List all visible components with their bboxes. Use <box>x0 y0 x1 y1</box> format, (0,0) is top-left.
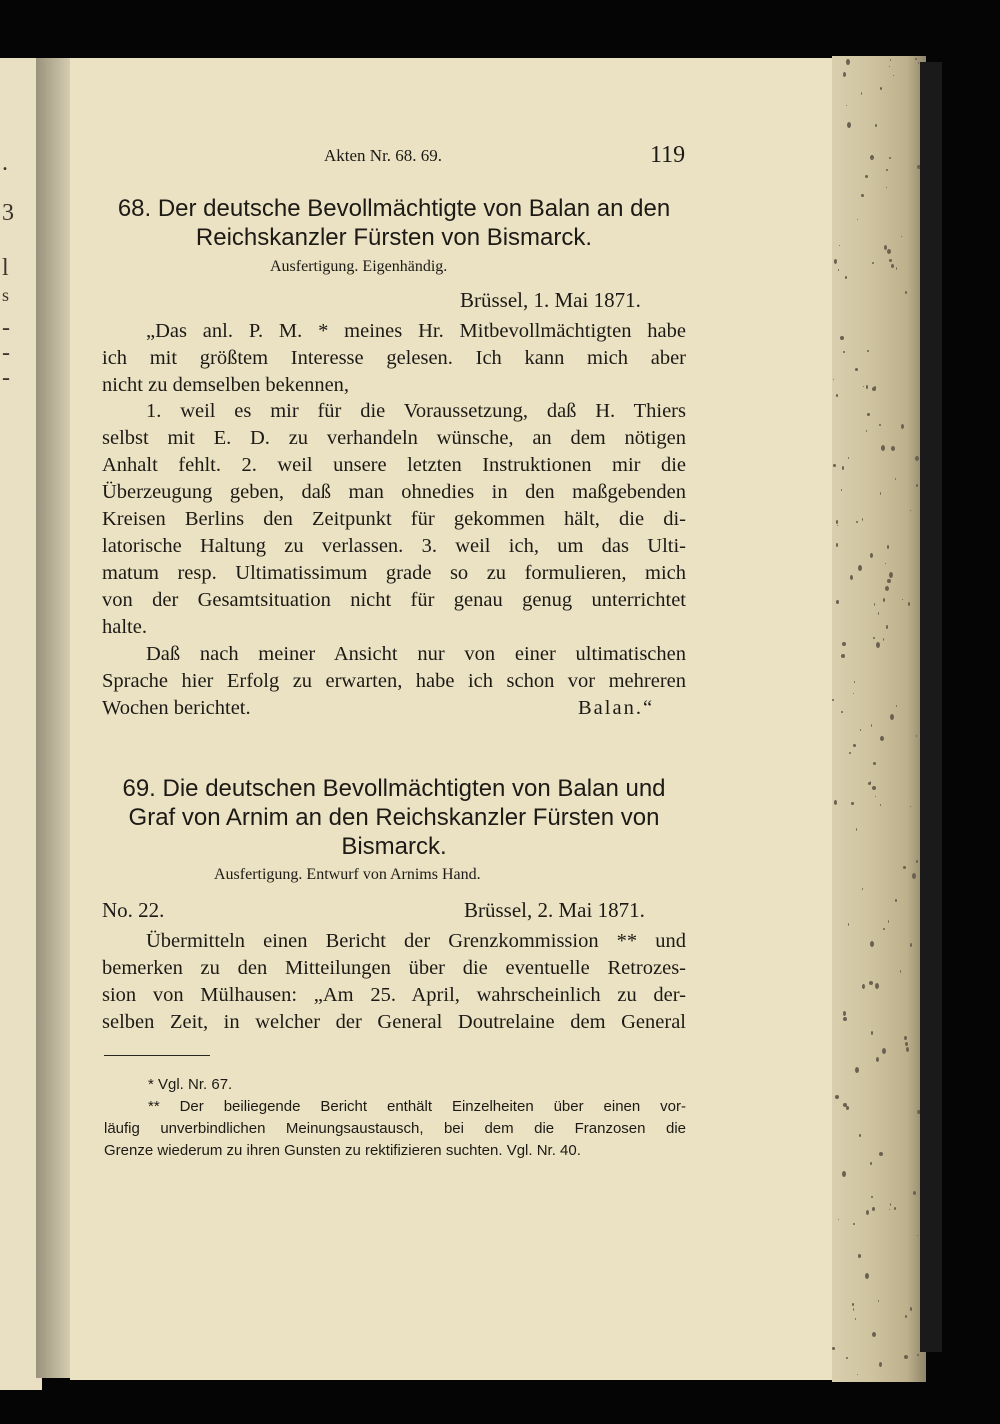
speckle <box>838 269 839 271</box>
speckle <box>880 492 881 495</box>
footnote-1: * Vgl. Nr. 67. <box>148 1076 233 1093</box>
speckle <box>838 1219 839 1220</box>
speckle <box>894 1207 896 1210</box>
speckle <box>915 456 919 461</box>
speckle <box>858 1254 861 1258</box>
speckle <box>916 735 917 737</box>
speckle <box>834 259 837 264</box>
doc68-paragraph-1 <box>102 318 686 399</box>
speckle <box>858 565 862 571</box>
speckle <box>889 66 890 67</box>
footnote-2 <box>104 1096 686 1162</box>
speckle <box>906 1047 909 1052</box>
speckle <box>862 888 863 890</box>
speckle <box>865 175 868 178</box>
speckle <box>865 1273 869 1279</box>
footnote-line: ** Der beiliegende Bericht enthält Einzelheiten über einen vor- <box>148 1098 686 1115</box>
speckle <box>917 1354 919 1356</box>
doc68-dateline: Brüssel, 1. Mai 1871. <box>460 288 641 312</box>
speckle <box>887 249 891 254</box>
speckle <box>903 866 906 869</box>
speckle <box>873 637 875 639</box>
speckle <box>883 598 885 602</box>
speckle <box>870 941 874 947</box>
margin-mark: - <box>2 315 10 341</box>
text-line: Überzeugung geben, daß man ohnedies in den maßgebenden <box>102 481 686 503</box>
speckle <box>889 572 893 578</box>
heading-line: Graf von Arnim an den Reichskanzler Fürsten von <box>128 804 660 831</box>
speckle <box>895 478 896 480</box>
speckle <box>882 1048 886 1054</box>
margin-mark: - <box>2 340 10 366</box>
speckle <box>918 62 919 64</box>
doc68-subheading: Ausfertigung. Eigenhändig. <box>270 258 448 275</box>
speckle <box>873 762 876 765</box>
text-line: nicht zu demselben bekennen, <box>102 374 350 396</box>
speckle <box>854 681 855 683</box>
speckle <box>891 446 895 451</box>
speckle <box>915 58 917 60</box>
speckle <box>872 1332 876 1337</box>
text-line: halte. <box>102 616 147 638</box>
speckle <box>843 1011 846 1016</box>
speckle <box>860 729 861 731</box>
text-line: ich mit größtem Interesse gelesen. Ich kann mich aber <box>102 347 686 369</box>
heading-line: 68. Der deutsche Bevollmächtigte von Balan an den <box>117 195 671 222</box>
speckle <box>888 920 889 923</box>
heading-line: Bismarck. <box>341 833 447 860</box>
text-line: matum resp. Ultimatissimum grade so zu formulieren, mich <box>102 562 686 584</box>
speckle <box>910 510 911 511</box>
speckle <box>889 1209 890 1210</box>
margin-mark: . <box>2 150 8 176</box>
speckle <box>879 1152 883 1156</box>
speckle <box>837 525 838 526</box>
speckle <box>853 693 854 694</box>
speckle <box>875 983 879 989</box>
speckle <box>870 155 874 160</box>
speckle <box>841 711 843 713</box>
speckle <box>836 394 838 397</box>
speckle <box>870 553 873 558</box>
text-line: Sprache hier Erfolg zu erwarten, habe ich schon vor mehreren <box>102 670 686 692</box>
speckle <box>912 873 916 879</box>
speckle <box>878 612 879 615</box>
speckle <box>866 385 868 389</box>
margin-mark: 3 <box>2 200 14 226</box>
speckle <box>901 236 902 237</box>
margin-mark: l <box>2 255 9 281</box>
speckle <box>886 625 888 629</box>
footnote-rule <box>104 1055 210 1056</box>
page-fore-edge <box>832 56 926 1382</box>
doc68-heading <box>102 194 686 252</box>
speckle <box>840 336 844 340</box>
speckle <box>905 1042 908 1046</box>
speckle <box>843 72 846 77</box>
doc69-subheading: Ausfertigung. Entwurf von Arnims Hand. <box>214 866 481 883</box>
speckle <box>836 543 838 547</box>
speckle <box>866 1210 869 1215</box>
speckle <box>851 802 854 805</box>
speckle <box>842 642 846 646</box>
text-line: latorische Haltung zu verlassen. 3. weil ich, um das Ulti- <box>102 535 686 557</box>
speckle <box>876 1057 879 1062</box>
speckle <box>890 1203 891 1206</box>
speckle <box>886 187 887 188</box>
speckle <box>857 1374 858 1375</box>
speckle <box>904 1036 907 1040</box>
text-line-end: Wochen berichtet. <box>102 697 251 719</box>
speckle <box>841 489 842 491</box>
speckle <box>910 943 912 947</box>
speckle <box>832 1347 835 1350</box>
running-head: Akten Nr. 68. 69. <box>324 146 443 165</box>
speckle <box>870 1162 872 1165</box>
speckle <box>872 262 874 264</box>
speckle <box>835 1095 839 1099</box>
speckle <box>843 351 845 353</box>
speckle <box>889 157 891 159</box>
speckle <box>847 122 851 128</box>
speckle <box>836 520 838 524</box>
speckle <box>891 264 894 268</box>
speckle <box>842 466 844 470</box>
speckle <box>846 105 847 106</box>
speckle <box>855 1067 859 1073</box>
speckle <box>832 699 834 701</box>
speckle <box>883 928 885 930</box>
speckle <box>869 981 873 985</box>
speckle <box>867 413 870 416</box>
margin-mark: - <box>2 365 10 391</box>
speckle <box>885 563 886 564</box>
speckle <box>913 1191 916 1195</box>
speckle <box>863 386 864 387</box>
speckle <box>856 828 857 831</box>
speckle <box>885 586 889 591</box>
gutter-shadow <box>36 58 72 1378</box>
doc68-paragraph-2 <box>102 398 686 641</box>
speckle <box>893 75 894 76</box>
speckle <box>890 59 891 61</box>
doc69-number: No. 22. <box>102 898 165 922</box>
speckle <box>900 970 901 973</box>
speckle <box>879 424 881 426</box>
speckle <box>843 1017 847 1021</box>
speckle <box>846 1106 849 1110</box>
margin-mark: s <box>2 285 10 305</box>
speckle <box>878 1300 879 1302</box>
speckle <box>896 267 897 270</box>
speckle <box>833 464 836 467</box>
speckle <box>872 1207 875 1211</box>
signature: Balan.“ <box>578 697 655 719</box>
speckle <box>905 291 907 294</box>
speckle <box>848 923 849 926</box>
heading-line: Reichskanzler Fürsten von Bismarck. <box>195 224 593 251</box>
speckle <box>872 786 876 790</box>
text-line: Übermitteln einen Bericht der Grenzkommission ** und <box>146 930 686 952</box>
text-line: Anhalt fehlt. 2. weil unsere letzten Instruktionen mir die <box>102 454 686 476</box>
speckle <box>867 350 869 352</box>
speckle <box>889 259 892 262</box>
speckle <box>883 638 884 641</box>
speckle <box>887 545 889 549</box>
speckle <box>852 1303 854 1306</box>
speckle <box>862 518 863 521</box>
speckle <box>846 1357 848 1359</box>
speckle <box>848 457 849 459</box>
speckle <box>890 714 894 720</box>
speckle <box>904 1355 908 1359</box>
text-line: 1. weil es mir für die Voraussetzung, daß H. Thiers <box>146 400 686 422</box>
speckle <box>880 736 884 741</box>
speckle <box>841 654 845 658</box>
speckle <box>845 276 847 279</box>
speckle <box>902 599 903 600</box>
doc69-paragraph-1 <box>102 928 686 1036</box>
doc69-dateline: Brüssel, 2. Mai 1871. <box>464 898 645 922</box>
text-line: Kreisen Berlins den Zeitpunkt für gekommen hält, die di- <box>102 508 686 530</box>
speckle <box>839 245 840 246</box>
text-line <box>102 695 686 722</box>
speckle <box>916 484 918 487</box>
text-line: sion von Mülhausen: „Am 25. April, wahrscheinlich zu der- <box>102 984 686 1006</box>
book-cover-edge <box>920 62 942 1352</box>
speckle <box>896 705 897 707</box>
speckle <box>833 379 834 380</box>
text-line: bemerken zu den Mitteilungen über die eventuelle Retrozes- <box>102 957 686 979</box>
speckle <box>881 445 885 451</box>
speckle <box>880 804 881 806</box>
heading-line: 69. Die deutschen Bevollmächtigten von Balan und <box>122 775 666 802</box>
speckle <box>853 744 856 747</box>
speckle <box>901 424 904 429</box>
speckle <box>874 603 875 606</box>
speckle <box>875 796 876 797</box>
text-line: „Das anl. P. M. * meines Hr. Mitbevollmächtigten habe <box>146 320 686 342</box>
doc69-heading <box>102 774 686 861</box>
page-number: 119 <box>650 142 686 168</box>
text-line: Daß nach meiner Ansicht nur von einer ultimatischen <box>146 643 686 665</box>
speckle <box>857 219 858 220</box>
speckle <box>895 899 897 902</box>
speckle <box>853 1223 855 1225</box>
speckle <box>905 1315 907 1318</box>
speckle <box>850 575 853 580</box>
doc68-paragraph-3 <box>102 641 686 722</box>
footnote-line: läufig unverbindlichen Meinungsaustausch, bei dem die Franzosen die <box>104 1120 686 1137</box>
speckle <box>880 87 882 90</box>
speckle <box>855 1318 856 1320</box>
speckle <box>834 800 837 805</box>
speckle <box>866 430 867 432</box>
speckle <box>859 1134 861 1137</box>
speckle <box>861 194 864 197</box>
speckle <box>917 1235 918 1236</box>
speckle <box>853 1308 854 1311</box>
speckle <box>870 781 871 784</box>
speckle <box>887 579 891 583</box>
speckle <box>916 860 918 863</box>
speckle <box>846 59 850 65</box>
speckle <box>836 600 839 604</box>
text-line: von der Gesamtsituation nicht für genau genug unterrichtet <box>102 589 686 611</box>
speckle <box>855 368 858 371</box>
speckle <box>876 642 880 648</box>
speckle <box>842 1171 846 1177</box>
speckle <box>910 806 911 807</box>
text-line: selbst mit E. D. zu verhandeln wünsche, an dem nötigen <box>102 427 686 449</box>
speckle <box>879 1362 882 1367</box>
speckle <box>849 752 851 754</box>
text-line: selben Zeit, in welcher der General Doutrelaine dem General <box>102 1011 686 1033</box>
speckle <box>861 92 862 95</box>
footnote-line: Grenze wiederum zu ihren Gunsten zu rektifizieren suchten. Vgl. Nr. 40. <box>104 1142 581 1159</box>
speckle <box>886 169 888 171</box>
speckle <box>910 1307 912 1311</box>
speckle <box>871 1196 873 1198</box>
speckle <box>856 521 858 523</box>
speckle <box>862 984 865 989</box>
speckle <box>871 1031 873 1035</box>
speckle <box>871 724 872 727</box>
speckle <box>875 124 877 127</box>
speckle <box>908 602 910 606</box>
speckle <box>872 387 876 391</box>
